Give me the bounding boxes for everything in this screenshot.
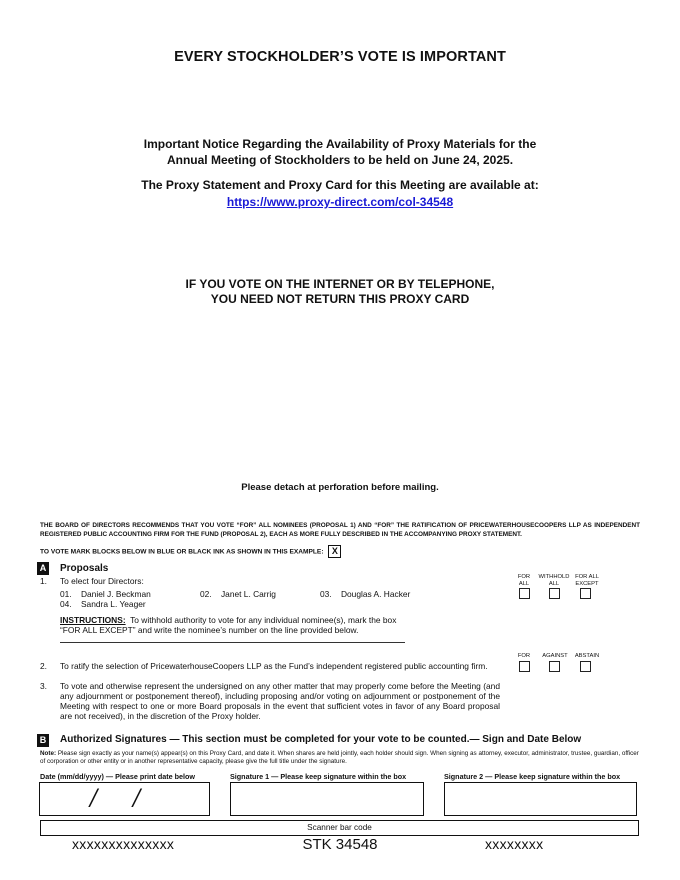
p1-header-withhold-all <box>536 574 572 587</box>
scanner-label: Scanner bar code <box>307 823 372 832</box>
nominee-4 <box>60 599 146 609</box>
instructions-text-1: To withhold authority to vote for any individual nominee(s), mark the box <box>130 615 397 625</box>
nominee-number: 02. <box>200 589 212 599</box>
proposal-2-number: 2. <box>40 661 47 671</box>
footer-left-code: xxxxxxxxxxxxxx <box>72 836 175 852</box>
instructions-line-1 <box>60 615 396 625</box>
instructions-line-2: “FOR ALL EXCEPT” and write the nominee’s number on the line provided below. <box>60 625 359 635</box>
p1-for-all-checkbox[interactable] <box>519 588 530 599</box>
nominee-name: Douglas A. Hacker <box>340 589 411 599</box>
section-b-title: Authorized Signatures — This section must be completed for your vote to be counted.— Sign and Date Below <box>60 734 582 745</box>
p2-abstain-checkbox[interactable] <box>580 661 591 672</box>
date-input-box[interactable] <box>39 782 210 816</box>
signature-2-label: Signature 2 — Please keep signature within the box <box>444 772 621 781</box>
footer-center-code: STK 34548 <box>302 836 378 853</box>
section-a-title: Proposals <box>60 563 109 574</box>
p1-header-line: FOR ALL <box>575 574 599 580</box>
section-b-label: B <box>37 734 49 747</box>
instructions-label: INSTRUCTIONS: <box>60 615 126 625</box>
date-slash-2: / <box>133 786 141 811</box>
signature-2-box[interactable] <box>444 782 637 816</box>
p2-for-checkbox[interactable] <box>519 661 530 672</box>
signature-1-label: Signature 1 — Please keep signature within the box <box>230 772 407 781</box>
notice-line-2: Annual Meeting of Stockholders to be held on June 24, 2025. <box>166 153 514 167</box>
nominee-number: 03. <box>320 589 332 599</box>
proposal-3-text: To vote and otherwise represent the undersigned on any other matter that may properly come before the Meeting (and any adjournment or postponement thereof), including proposing and/or voting on adjournment or postponement of the Meeting with respect to one or more Board proposals in the event that sufficient votes in favor of any Board proposal are not received), in the discretion of the Proxy holder. <box>60 681 500 721</box>
date-label: Date (mm/dd/yyyy) — Please print date below <box>40 772 195 781</box>
p2-against-checkbox[interactable] <box>549 661 560 672</box>
proposal-1-number: 1. <box>40 576 47 586</box>
p1-header-for-all <box>510 574 538 587</box>
p1-withhold-all-checkbox[interactable] <box>549 588 560 599</box>
p1-header-line: ALL <box>518 580 530 587</box>
date-slash-1: / <box>90 786 98 811</box>
p2-header-for: FOR <box>517 653 531 659</box>
p1-for-all-except-checkbox[interactable] <box>580 588 591 599</box>
section-a-label: A <box>37 562 49 575</box>
internet-notice-line-1: IF YOU VOTE ON THE INTERNET OR BY TELEPHONE, <box>185 277 495 291</box>
mark-instruction: TO VOTE MARK BLOCKS BELOW IN BLUE OR BLACK INK AS SHOWN IN THIS EXAMPLE: <box>40 548 324 556</box>
nominee-1 <box>60 589 151 599</box>
except-nominee-write-line[interactable] <box>60 642 405 643</box>
nominee-number: 01. <box>60 589 72 599</box>
scanner-barcode-box <box>40 820 639 836</box>
note-text: Please sign exactly as your name(s) appear(s) on this Proxy Card, and date it. When shares are held jointly, each holder should sign. When signing as attorney, executor, administrator, trustee, guardian, officer of corporation or other entity or in another representative capacity, please give the full title under the signature. <box>40 750 639 765</box>
p1-header-line: EXCEPT <box>575 580 599 587</box>
notice-line-1: Important Notice Regarding the Availability of Proxy Materials for the <box>143 137 537 151</box>
page-title: EVERY STOCKHOLDER’S VOTE IS IMPORTANT <box>174 49 506 65</box>
nominee-name: Daniel J. Beckman <box>80 589 151 599</box>
p1-header-line: WITHHOLD <box>538 574 570 580</box>
p1-header-line: ALL <box>548 580 560 587</box>
notice-line-3: The Proxy Statement and Proxy Card for this Meeting are available at: <box>141 178 539 192</box>
mark-instruction-row <box>40 545 341 558</box>
nominee-name: Janet L. Carrig <box>220 589 276 599</box>
signature-note <box>40 750 640 765</box>
nominee-3 <box>320 589 410 599</box>
proposal-3-number: 3. <box>40 681 47 691</box>
board-recommendation: THE BOARD OF DIRECTORS RECOMMENDS THAT YOU VOTE “FOR” ALL NOMINEES (PROPOSAL 1) AND “FOR” THE RATIFICATION OF PRICEWATERHOUSECOOPERS LLP AS INDEPENDENT REGISTERED PUBLIC ACCOUNTING FIRM FOR THE FUND (PROPOSAL 2), EACH AS MORE FULLY DESCRIBED IN THE ACCOMPANYING PROXY STATEMENT. <box>40 522 640 538</box>
p1-header-line: FOR <box>517 574 531 580</box>
signature-1-box[interactable] <box>230 782 424 816</box>
nominee-number: 04. <box>60 599 72 609</box>
p1-header-for-all-except <box>570 574 604 587</box>
proxy-url-container <box>0 193 680 211</box>
p2-header-abstain: ABSTAIN <box>574 653 600 659</box>
nominee-2 <box>200 589 276 599</box>
internet-notice-line-2: YOU NEED NOT RETURN THIS PROXY CARD <box>210 292 470 306</box>
p2-header-against: AGAINST <box>542 653 568 659</box>
note-label: Note: <box>40 750 57 757</box>
mark-example-box: X <box>328 545 341 558</box>
proxy-materials-link[interactable]: https://www.proxy-direct.com/col-34548 <box>226 195 454 209</box>
proposal-1-text: To elect four Directors: <box>60 576 144 586</box>
nominee-name: Sandra L. Yeager <box>80 599 146 609</box>
footer-right-code: xxxxxxxx <box>485 836 544 852</box>
detach-instruction: Please detach at perforation before mailing. <box>241 482 439 493</box>
proposal-2-text: To ratify the selection of PricewaterhouseCoopers LLP as the Fund’s independent registered public accounting firm. <box>60 661 488 671</box>
